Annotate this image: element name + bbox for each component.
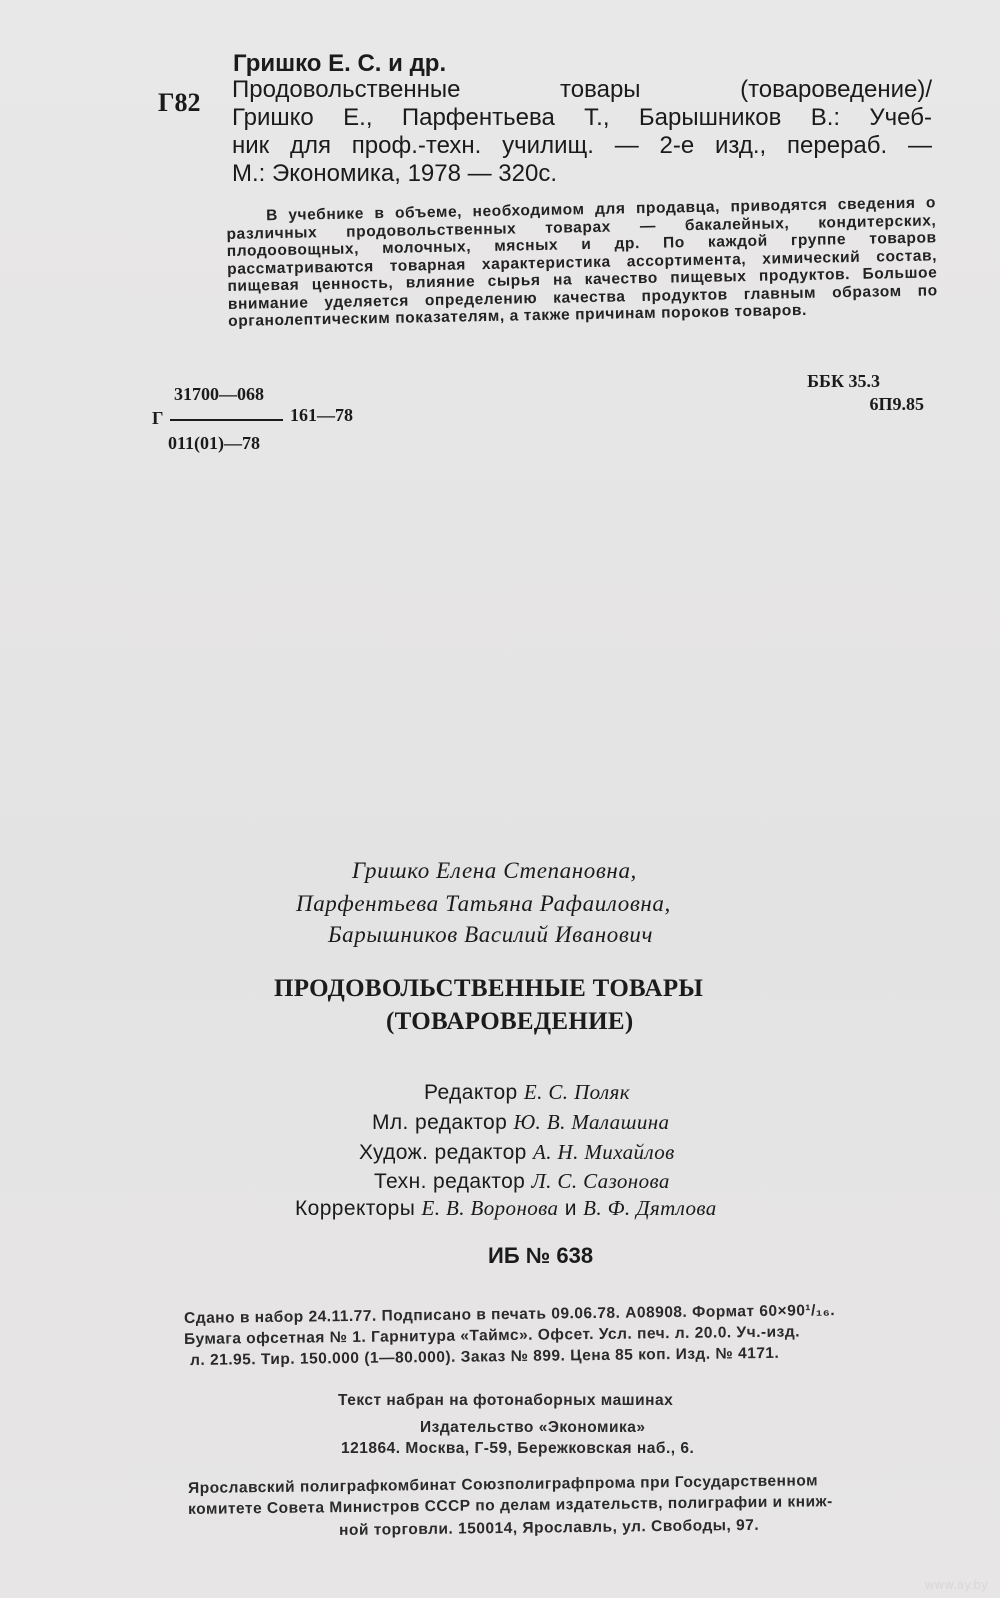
catalog-desc-line: Продовольственные товары (товароведение)/ — [232, 76, 932, 103]
staff-line — [374, 1169, 670, 1194]
staff-name: Ю. В. Малашина — [513, 1110, 670, 1134]
typeset-note: Текст набран на фотонаборных машинах — [338, 1392, 674, 1409]
staff-name: В. Ф. Дятлова — [583, 1196, 717, 1220]
ib-number: ИБ № 638 — [488, 1243, 594, 1268]
author-full-name: Барышников Василий Иванович — [328, 922, 654, 947]
abstract-text: В учебнике в объеме, необходимом для продавца, приводятся сведения о различных продовольственных товарах — бакалейных, кондитерских, плодоовощных, молочных, мясных и др. По каждой группе товаров рассматриваются товарная характеристика ассортимента, химический состав, пищевая ценность, влияние сырья на качество пищевых продуктов. Большое внимание уделяется определению качества продуктов главным образом по органолептическим показателям, а также причинам пороков товаров. — [226, 194, 938, 330]
staff-role: Мл. редактор — [372, 1111, 508, 1134]
printer-line: комитете Совета Министров СССР по делам издательств, полиграфии и книж- — [188, 1493, 833, 1518]
index-letter: Г — [152, 408, 164, 428]
staff-role: Корректоры — [295, 1197, 416, 1220]
catalog-desc-line: М.: Экономика, 1978 — 320с. — [232, 160, 558, 187]
staff-line — [372, 1110, 669, 1135]
catalog-author: Гришко Е. С. и др. — [233, 50, 447, 77]
bbk-code: ББК 35.3 — [807, 371, 880, 391]
staff-name: Е. С. Поляк — [523, 1080, 630, 1104]
index-top: 31700—068 — [174, 384, 264, 404]
bbk-code-secondary: 6П9.85 — [869, 394, 924, 414]
author-full-name: Гришко Елена Степановна, — [352, 858, 637, 883]
print-info-line: л. 21.95. Тир. 150.000 (1—80.000). Заказ № 899. Цена 85 коп. Изд. № 4171. — [190, 1344, 780, 1369]
index-fraction-line — [170, 419, 283, 421]
catalog-code: Г82 — [158, 88, 201, 117]
publisher-name: Издательство «Экономика» — [420, 1419, 646, 1436]
staff-role: Техн. редактор — [374, 1170, 526, 1193]
staff-role: Редактор — [424, 1081, 518, 1104]
abstract — [226, 194, 938, 330]
staff-line — [295, 1196, 717, 1221]
book-title: ПРОДОВОЛЬСТВЕННЫЕ ТОВАРЫ — [274, 975, 704, 1002]
staff-line — [424, 1080, 630, 1105]
staff-role: Худож. редактор — [359, 1141, 527, 1164]
watermark: www.ay.by — [924, 1578, 988, 1592]
staff-joiner: и — [564, 1197, 577, 1220]
catalog-desc-line: Гришко Е., Парфентьева Т., Барышников В.: Учеб- — [232, 104, 932, 131]
author-full-name: Парфентьева Татьяна Рафаиловна, — [296, 891, 671, 916]
book-subtitle: (ТОВАРОВЕДЕНИЕ) — [386, 1008, 634, 1035]
printer-line: ной торговли. 150014, Ярославль, ул. Свободы, 97. — [339, 1516, 760, 1539]
printer-line: Ярославский полиграфкомбинат Союзполиграфпрома при Государственном — [188, 1472, 819, 1497]
staff-name: Л. С. Сазонова — [531, 1169, 670, 1193]
catalog-desc-line: ник для проф.-техн. училищ. — 2-е изд., перераб. — — [232, 132, 932, 159]
publisher-address: 121864. Москва, Г-59, Бережковская наб., 6. — [341, 1440, 695, 1457]
staff-name: Е. В. Воронова — [421, 1196, 559, 1220]
staff-name: А. Н. Михайлов — [533, 1140, 675, 1164]
print-info-line: Сдано в набор 24.11.77. Подписано в печать 09.06.78. А08908. Формат 60×90¹/₁₆. — [184, 1302, 836, 1327]
index-bottom: 011(01)—78 — [168, 433, 260, 453]
index-right: 161—78 — [290, 405, 353, 425]
print-info-line: Бумага офсетная № 1. Гарнитура «Таймс». Офсет. Усл. печ. л. 20.0. Уч.-изд. — [184, 1323, 801, 1348]
staff-line — [359, 1140, 675, 1165]
